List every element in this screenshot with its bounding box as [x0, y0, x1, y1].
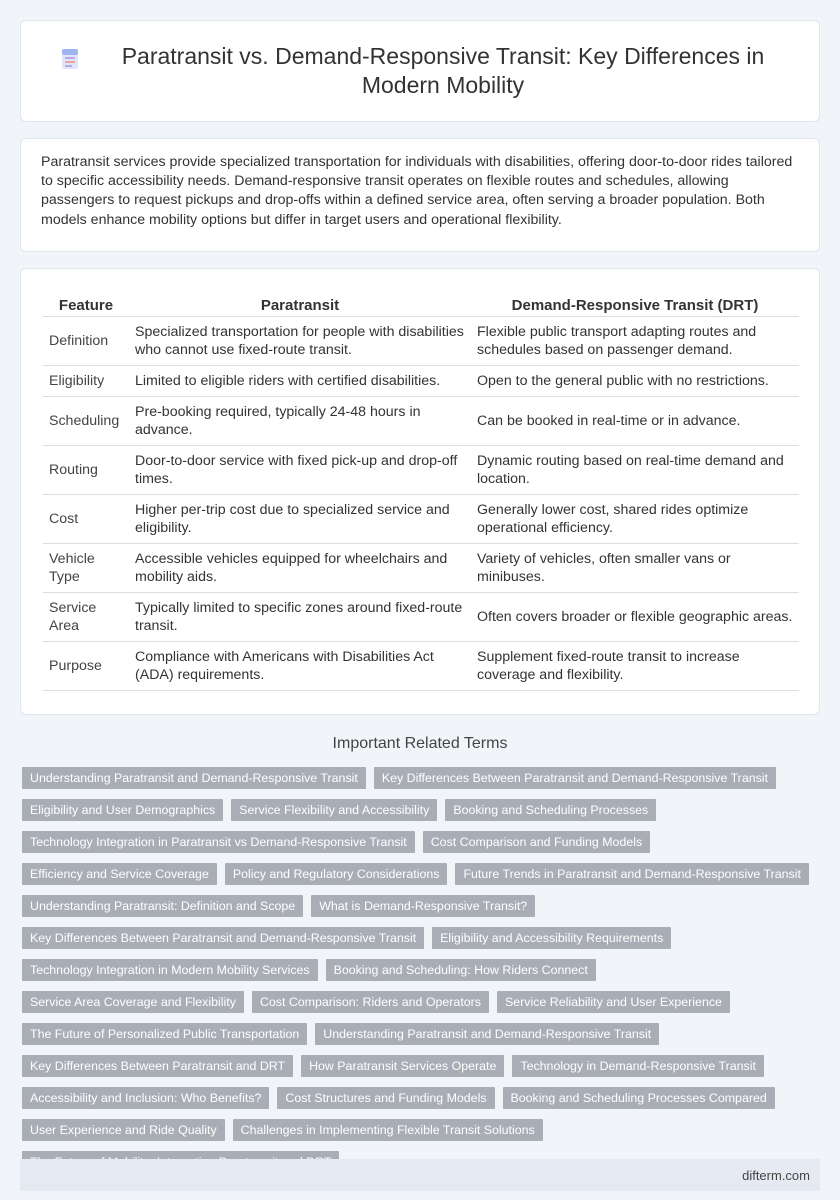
comparison-table	[43, 293, 799, 691]
feature-cell: Eligibility	[43, 366, 129, 397]
table-cell: Generally lower cost, shared rides optimize operational efficiency.	[471, 495, 799, 544]
related-term-tag[interactable]: Cost Structures and Funding Models	[277, 1087, 494, 1109]
intro-card	[20, 138, 820, 252]
related-term-tag[interactable]: Booking and Scheduling Processes Compared	[503, 1087, 775, 1109]
related-terms-list	[22, 767, 822, 1173]
related-term-tag[interactable]: Eligibility and Accessibility Requirements	[432, 927, 671, 949]
related-term-tag[interactable]: Accessibility and Inclusion: Who Benefits?	[22, 1087, 269, 1109]
table-row	[43, 495, 799, 544]
related-term-tag[interactable]: Key Differences Between Paratransit and DRT	[22, 1055, 293, 1077]
column-header: Demand-Responsive Transit (DRT)	[471, 293, 799, 317]
related-term-tag[interactable]: Understanding Paratransit and Demand-Responsive Transit	[22, 767, 366, 789]
related-term-tag[interactable]: Cost Comparison: Riders and Operators	[252, 991, 489, 1013]
related-term-tag[interactable]: Technology Integration in Modern Mobility Services	[22, 959, 318, 981]
table-row	[43, 317, 799, 366]
related-term-tag[interactable]: Technology in Demand-Responsive Transit	[512, 1055, 764, 1077]
table-cell: Compliance with Americans with Disabilities Act (ADA) requirements.	[129, 642, 471, 691]
related-term-tag[interactable]: Understanding Paratransit and Demand-Responsive Transit	[315, 1023, 659, 1045]
related-term-tag[interactable]: Service Reliability and User Experience	[497, 991, 730, 1013]
table-cell: Door-to-door service with fixed pick-up and drop-off times.	[129, 446, 471, 495]
table-row	[43, 446, 799, 495]
related-term-tag[interactable]: Understanding Paratransit: Definition and Scope	[22, 895, 303, 917]
table-row	[43, 544, 799, 593]
table-cell: Accessible vehicles equipped for wheelchairs and mobility aids.	[129, 544, 471, 593]
related-term-tag[interactable]: The Future of Personalized Public Transportation	[22, 1023, 307, 1045]
table-cell: Flexible public transport adapting routes and schedules based on passenger demand.	[471, 317, 799, 366]
feature-cell: Service Area	[43, 593, 129, 642]
related-term-tag[interactable]: Efficiency and Service Coverage	[22, 863, 217, 885]
related-term-tag[interactable]: Technology Integration in Paratransit vs Demand-Responsive Transit	[22, 831, 415, 853]
feature-cell: Scheduling	[43, 397, 129, 446]
related-term-tag[interactable]: How Paratransit Services Operate	[301, 1055, 504, 1077]
related-term-tag[interactable]: Booking and Scheduling Processes	[445, 799, 656, 821]
column-header: Paratransit	[129, 293, 471, 317]
table-cell: Often covers broader or flexible geographic areas.	[471, 593, 799, 642]
related-term-tag[interactable]: What is Demand-Responsive Transit?	[311, 895, 535, 917]
table-cell: Specialized transportation for people with disabilities who cannot use fixed-route transit.	[129, 317, 471, 366]
table-header-row	[43, 293, 799, 317]
related-term-tag[interactable]: Service Flexibility and Accessibility	[231, 799, 437, 821]
feature-cell: Purpose	[43, 642, 129, 691]
related-term-tag[interactable]: Key Differences Between Paratransit and Demand-Responsive Transit	[374, 767, 776, 789]
page-title: Paratransit vs. Demand-Responsive Transit: Key Differences in Modern Mobility	[121, 43, 765, 98]
footer-site: difterm.com	[742, 1168, 810, 1183]
table-cell: Limited to eligible riders with certified disabilities.	[129, 366, 471, 397]
related-term-tag[interactable]: User Experience and Ride Quality	[22, 1119, 225, 1141]
table-row	[43, 593, 799, 642]
related-term-tag[interactable]: Challenges in Implementing Flexible Transit Solutions	[233, 1119, 543, 1141]
header-card	[20, 20, 820, 122]
comparison-table-card	[20, 268, 820, 715]
feature-cell: Cost	[43, 495, 129, 544]
related-term-tag[interactable]: Future Trends in Paratransit and Demand-Responsive Transit	[455, 863, 808, 885]
related-term-tag[interactable]: Cost Comparison and Funding Models	[423, 831, 650, 853]
related-term-tag[interactable]: Policy and Regulatory Considerations	[225, 863, 448, 885]
table-cell: Dynamic routing based on real-time demand and location.	[471, 446, 799, 495]
table-row	[43, 642, 799, 691]
table-cell: Can be booked in real-time or in advance.	[471, 397, 799, 446]
table-cell: Variety of vehicles, often smaller vans or minibuses.	[471, 544, 799, 593]
related-term-tag[interactable]: Service Area Coverage and Flexibility	[22, 991, 244, 1013]
intro-text: Paratransit services provide specialized transportation for individuals with disabilities, offering door-to-door rides tailored to specific accessibility needs. Demand-responsive transit operates on flexible routes and schedules, allowing passengers to request pickups and drop-offs within a defined service area, often serving a broader population. Both models enhance mobility options but differ in target users and operational flexibility.	[41, 154, 793, 228]
feature-cell: Routing	[43, 446, 129, 495]
table-cell: Higher per-trip cost due to specialized service and eligibility.	[129, 495, 471, 544]
feature-cell: Vehicle Type	[43, 544, 129, 593]
column-header: Feature	[43, 293, 129, 317]
table-cell: Supplement fixed-route transit to increase coverage and flexibility.	[471, 642, 799, 691]
related-term-tag[interactable]: Key Differences Between Paratransit and Demand-Responsive Transit	[22, 927, 424, 949]
table-cell: Typically limited to specific zones around fixed-route transit.	[129, 593, 471, 642]
related-term-tag[interactable]: Eligibility and User Demographics	[22, 799, 223, 821]
table-cell: Pre-booking required, typically 24-48 hours in advance.	[129, 397, 471, 446]
table-row	[43, 397, 799, 446]
related-term-tag[interactable]: Booking and Scheduling: How Riders Connect	[326, 959, 596, 981]
table-row	[43, 366, 799, 397]
table-cell: Open to the general public with no restrictions.	[471, 366, 799, 397]
footer	[20, 1159, 820, 1191]
feature-cell: Definition	[43, 317, 129, 366]
related-terms-title: Important Related Terms	[332, 735, 508, 752]
document-icon	[57, 46, 83, 72]
